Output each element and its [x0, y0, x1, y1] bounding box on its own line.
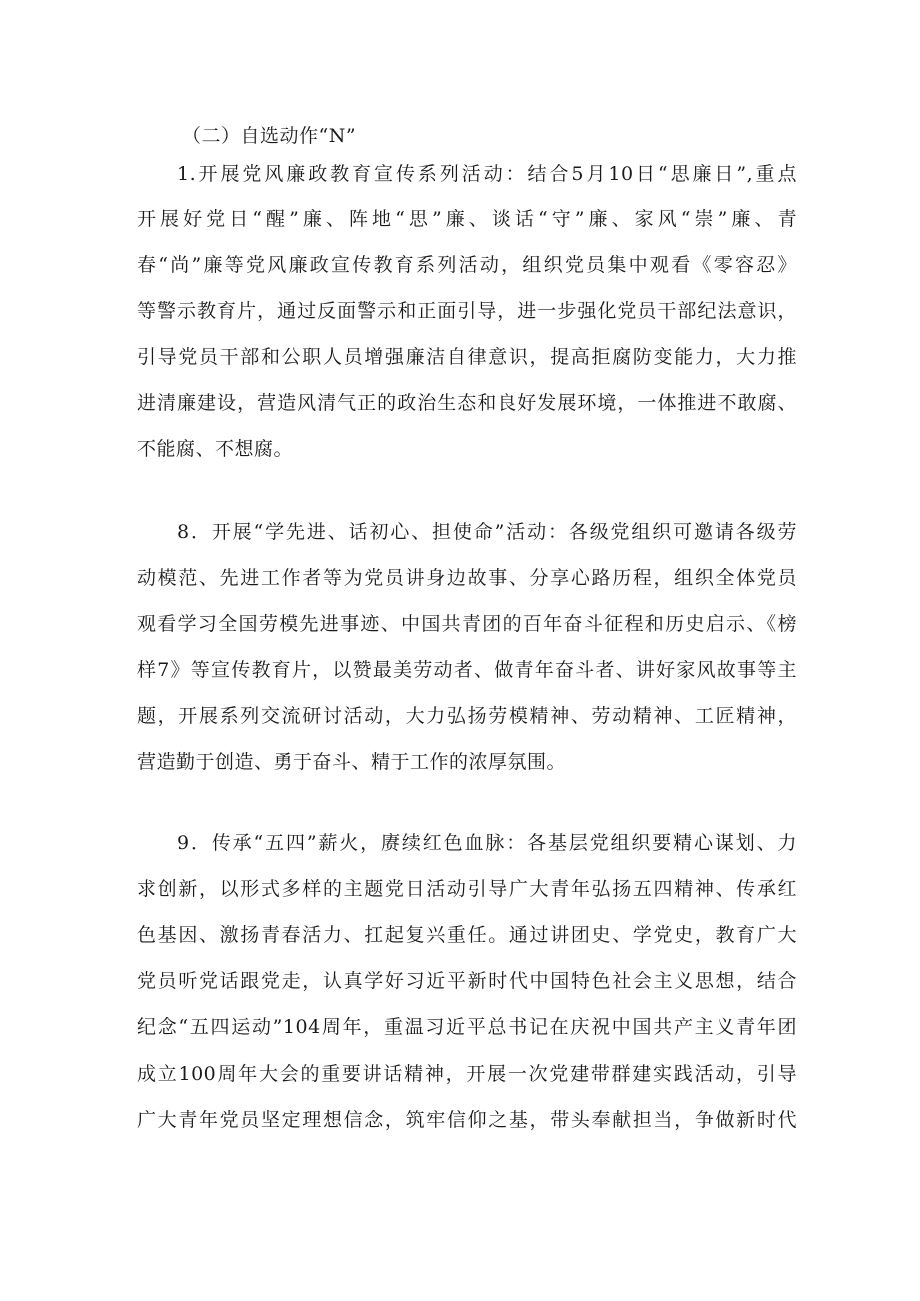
paragraph-1-line-1: 1.开展党风廉政教育宣传系列活动：结合5月10日“思廉日”,重点 [177, 163, 797, 185]
paragraph-1-line-5: 引导党员干部和公职人员增强廉洁自律意识，提高拒腐防变能力，大力推 [137, 346, 797, 368]
paragraph-3-line-6: 成立100周年大会的重要讲话精神，开展一次党建带群建实践活动，引导 [137, 1063, 797, 1085]
paragraph-2-line-2: 动模范、先进工作者等为党员讲身边故事、分享心路历程，组织全体党员 [137, 567, 797, 589]
paragraph-2-line-5: 题，开展系列交流研讨活动，大力弘扬劳模精神、劳动精神、工匠精神， [137, 705, 797, 727]
paragraph-1-line-4: 等警示教育片，通过反面警示和正面引导，进一步强化党员干部纪法意识， [137, 300, 797, 322]
paragraph-1-line-2: 开展好党日“醒”廉、阵地“思”廉、谈话“守”廉、家风“崇”廉、青 [137, 208, 797, 230]
section-heading: （二）自选动作“N” [182, 125, 357, 147]
paragraph-3-line-4: 党员听党话跟党走，认真学好习近平新时代中国特色社会主义思想，结合 [137, 970, 797, 992]
paragraph-3-line-1: 9．传承“五四”薪火，赓续红色血脉：各基层党组织要精心谋划、力 [177, 832, 797, 854]
paragraph-2-line-6: 营造勤于创造、勇于奋斗、精于工作的浓厚氛围。 [137, 751, 567, 773]
paragraph-3-line-7: 广大青年党员坚定理想信念，筑牢信仰之基，带头奉献担当，争做新时代 [137, 1109, 797, 1131]
paragraph-2-line-3: 观看学习全国劳模先进事迹、中国共青团的百年奋斗征程和历史启示、《榜 [137, 613, 797, 635]
paragraph-2-line-4: 样7》等宣传教育片，以赞最美劳动者、做青年奋斗者、讲好家风故事等主 [137, 659, 797, 681]
paragraph-3-line-5: 纪念“五四运动”104周年，重温习近平总书记在庆祝中国共产主义青年团 [137, 1016, 797, 1038]
paragraph-2-line-1: 8．开展“学先进、话初心、担使命”活动：各级党组织可邀请各级劳 [177, 521, 797, 543]
paragraph-1-line-3: 春“尚”廉等党风廉政宣传教育系列活动，组织党员集中观看《零容忍》 [137, 254, 797, 276]
paragraph-1-line-7: 不能腐、不想腐。 [137, 438, 294, 460]
paragraph-3-line-3: 色基因、激扬青春活力、扛起复兴重任。通过讲团史、学党史，教育广大 [137, 924, 797, 946]
paragraph-3-line-2: 求创新，以形式多样的主题党日活动引导广大青年弘扬五四精神、传承红 [137, 878, 797, 900]
paragraph-1-line-6: 进清廉建设，营造风清气正的政治生态和良好发展环境，一体推进不敢腐、 [137, 392, 797, 414]
